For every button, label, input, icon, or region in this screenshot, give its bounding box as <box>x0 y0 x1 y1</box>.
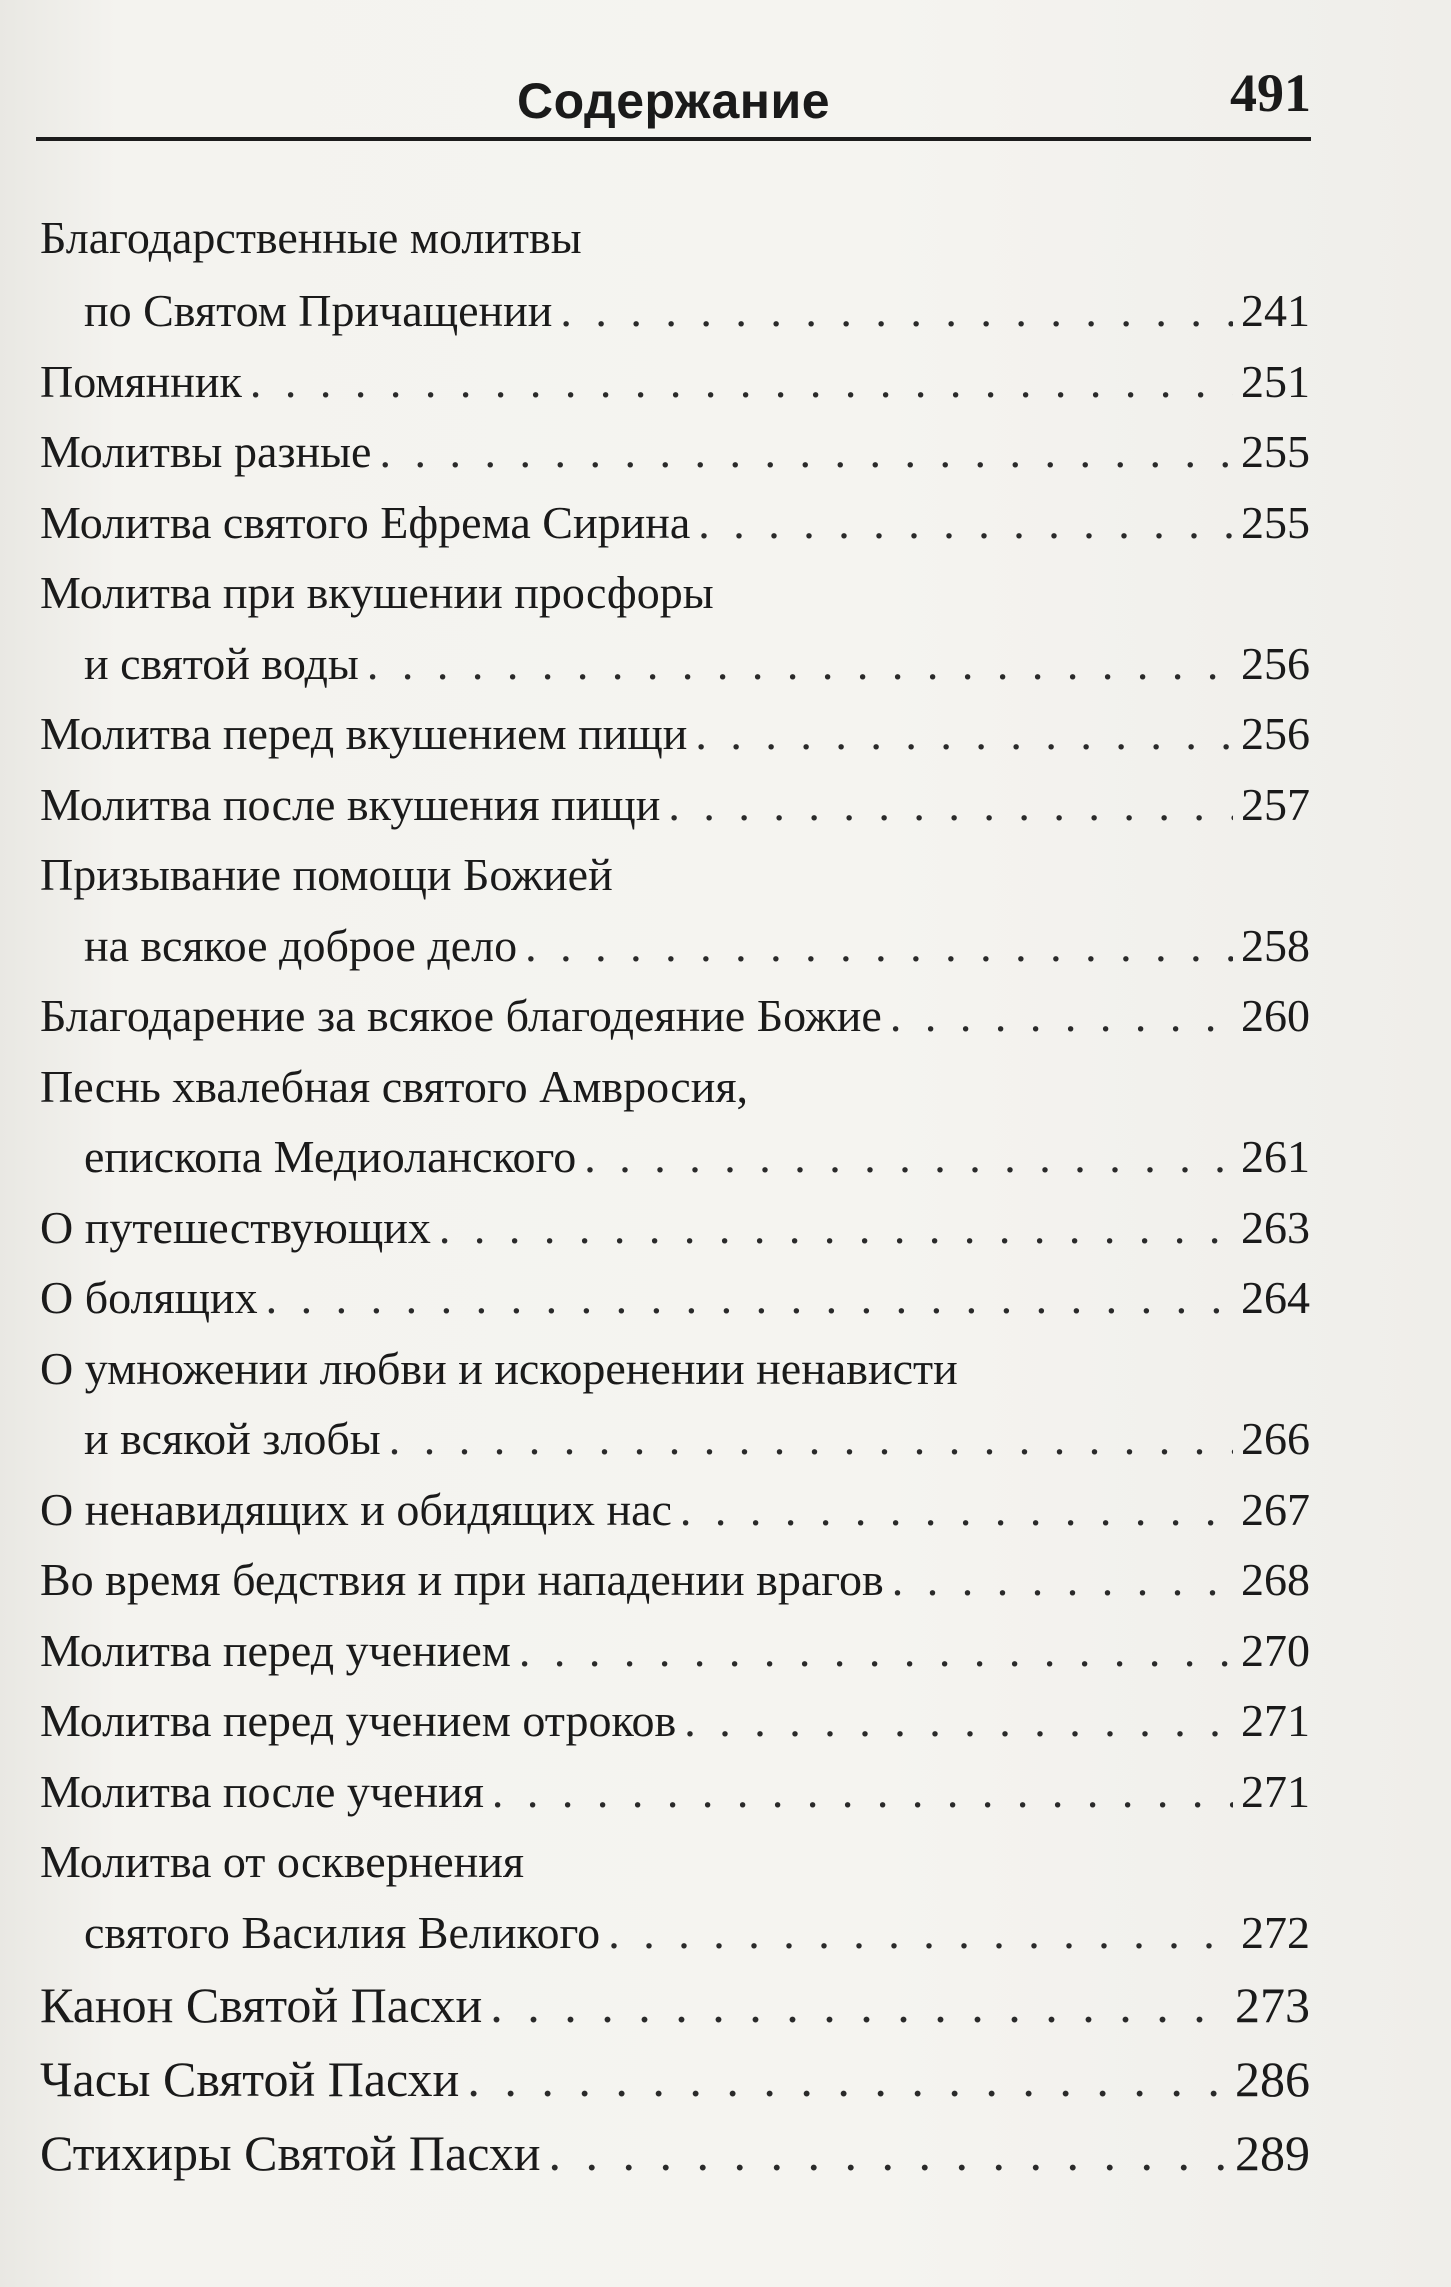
toc-page-number: 273 <box>1235 1977 1310 2033</box>
toc-page-number: 260 <box>1241 990 1310 1041</box>
toc-entry[interactable] <box>40 2116 1310 2190</box>
dot-leader <box>389 1404 1233 1475</box>
toc-page-number: 289 <box>1235 2125 1310 2181</box>
toc-entry-title: О путешествующих <box>40 1201 431 1253</box>
dot-leader <box>680 1475 1233 1546</box>
toc-page-number: 267 <box>1241 1483 1310 1535</box>
toc-entry[interactable] <box>40 1545 1310 1616</box>
toc-entry[interactable] <box>40 558 1310 699</box>
toc-line <box>40 770 1310 841</box>
toc-line <box>40 1616 1310 1687</box>
toc-line <box>40 1263 1310 1334</box>
toc-line <box>40 1545 1310 1616</box>
dot-leader <box>525 911 1233 982</box>
toc-entry[interactable] <box>40 1616 1310 1687</box>
header-rule <box>36 137 1311 141</box>
toc-line <box>40 1757 1310 1828</box>
toc-entry-title: Стихиры Святой Пасхи <box>40 2125 541 2181</box>
toc-page-number: 255 <box>1241 426 1310 477</box>
toc-line <box>40 840 1310 911</box>
toc-line <box>40 1827 1310 1898</box>
toc-entry[interactable] <box>40 699 1310 770</box>
toc-line <box>40 1475 1310 1546</box>
toc-page-number: 266 <box>1241 1413 1310 1464</box>
toc-entry[interactable] <box>40 347 1310 418</box>
toc-page-number: 261 <box>1241 1131 1310 1182</box>
toc-line <box>40 2116 1310 2190</box>
dot-leader <box>560 276 1233 347</box>
toc-line <box>40 1193 1310 1264</box>
toc-page-number: 258 <box>1241 919 1310 971</box>
toc-page-number: 271 <box>1241 1695 1310 1746</box>
toc-entry-title: Молитва перед вкушением пищи <box>40 708 688 759</box>
toc-entry[interactable] <box>40 200 1310 347</box>
toc-entry-title: Часы Святой Пасхи <box>40 2051 460 2107</box>
toc-entry[interactable] <box>40 1334 1310 1475</box>
dot-leader <box>467 2042 1227 2116</box>
dot-leader <box>492 1757 1233 1828</box>
toc-page-number: 271 <box>1241 1765 1310 1817</box>
dot-leader <box>266 1263 1233 1334</box>
toc-entry[interactable] <box>40 417 1310 488</box>
toc-page-number: 263 <box>1241 1201 1310 1253</box>
dot-leader <box>698 488 1233 559</box>
toc-entry[interactable] <box>40 840 1310 981</box>
toc-entry-title: Молитва от осквернения <box>40 1836 525 1887</box>
toc-entry[interactable] <box>40 1475 1310 1546</box>
toc-line <box>40 558 1310 629</box>
dot-leader <box>439 1193 1233 1264</box>
toc-line <box>40 417 1310 488</box>
toc-page-number: 272 <box>1241 1906 1310 1958</box>
dot-leader <box>608 1898 1233 1969</box>
toc-page-number: 268 <box>1241 1554 1310 1605</box>
toc-line <box>40 981 1310 1052</box>
toc-entry-title: Благодарственные молитвы <box>40 212 582 263</box>
toc-entry-title: Песнь хвалебная святого Амвросия, <box>40 1060 748 1112</box>
toc-line <box>40 699 1310 770</box>
toc-line <box>40 1052 1310 1123</box>
toc-entry-title: по Святом Причащении <box>84 285 553 336</box>
dot-leader <box>584 1122 1233 1193</box>
toc-entry[interactable] <box>40 1052 1310 1193</box>
dot-leader <box>890 981 1233 1052</box>
toc-page-number: 256 <box>1241 708 1310 759</box>
toc-page-number: 241 <box>1241 285 1310 336</box>
toc-entry-title: Помянник <box>40 355 242 407</box>
toc-entry-title: и святой воды <box>84 637 359 689</box>
toc-page-number: 256 <box>1241 637 1310 689</box>
dot-leader <box>379 417 1233 488</box>
dot-leader <box>519 1616 1233 1687</box>
toc-entry-title: и всякой злобы <box>84 1413 381 1464</box>
toc-entry[interactable] <box>40 1686 1310 1757</box>
toc-entry-title: Благодарение за всякое благодеяние Божие <box>40 990 882 1041</box>
toc-line <box>40 1122 1310 1193</box>
dot-leader <box>250 347 1233 418</box>
toc-page-number: 251 <box>1241 355 1310 407</box>
toc-entry[interactable] <box>40 488 1310 559</box>
toc-line <box>40 1968 1310 2042</box>
toc-line <box>40 629 1310 700</box>
toc-entry-title: Молитва после учения <box>40 1765 484 1817</box>
dot-leader <box>892 1545 1233 1616</box>
section-title: Содержание <box>516 73 831 129</box>
toc-entry-title: Канон Святой Пасхи <box>40 1977 483 2033</box>
dot-leader <box>490 1968 1227 2042</box>
toc-page-number: 264 <box>1241 1272 1310 1323</box>
toc-line <box>40 2042 1310 2116</box>
toc-entry[interactable] <box>40 1263 1310 1334</box>
dot-leader <box>684 1686 1233 1757</box>
toc-entry-title: Призывание помощи Божией <box>40 849 613 900</box>
toc-entry-title: Во время бедствия и при нападении врагов <box>40 1554 884 1605</box>
toc-line <box>40 1404 1310 1475</box>
toc-line <box>40 1686 1310 1757</box>
toc-entry-title: Молитвы разные <box>40 426 372 477</box>
toc-entry-title: Молитва при вкушении просфоры <box>40 567 714 618</box>
toc-entry[interactable] <box>40 1757 1310 1828</box>
toc-entry[interactable] <box>40 770 1310 841</box>
toc-line <box>40 276 1310 347</box>
toc-entry[interactable] <box>40 1968 1310 2042</box>
toc-entry-title: Молитва святого Ефрема Сирина <box>40 496 691 548</box>
toc-entry-title: епископа Медиоланского <box>84 1131 577 1182</box>
toc-entry-title: святого Василия Великого <box>84 1906 601 1958</box>
toc-line <box>40 1334 1310 1405</box>
toc-entry-title: Молитва перед учением отроков <box>40 1695 677 1746</box>
toc-entry[interactable] <box>40 1193 1310 1264</box>
table-of-contents <box>40 200 1310 2190</box>
toc-page-number: 286 <box>1235 2051 1310 2107</box>
page-number: 491 <box>1230 63 1311 123</box>
toc-page-number: 257 <box>1241 778 1310 830</box>
toc-line <box>40 911 1310 982</box>
toc-line <box>40 200 1310 276</box>
toc-page-number: 270 <box>1241 1624 1310 1676</box>
toc-entry-title: Молитва после вкушения пищи <box>40 778 661 830</box>
toc-page-number: 255 <box>1241 496 1310 548</box>
toc-entry-title: О ненавидящих и обидящих нас <box>40 1483 672 1535</box>
toc-entry-title: Молитва перед учением <box>40 1624 511 1676</box>
toc-entry[interactable] <box>40 2042 1310 2116</box>
toc-line <box>40 347 1310 418</box>
toc-entry-title: О болящих <box>40 1272 258 1323</box>
toc-entry-title: на всякое доброе дело <box>84 919 518 971</box>
toc-line <box>40 488 1310 559</box>
toc-entry[interactable] <box>40 1827 1310 1968</box>
dot-leader <box>695 699 1233 770</box>
toc-entry-title: О умножении любви и искоренении ненависти <box>40 1342 958 1394</box>
running-header <box>36 62 1311 142</box>
dot-leader <box>367 629 1233 700</box>
dot-leader <box>549 2116 1228 2190</box>
toc-entry[interactable] <box>40 981 1310 1052</box>
toc-line <box>40 1898 1310 1969</box>
dot-leader <box>668 770 1233 841</box>
